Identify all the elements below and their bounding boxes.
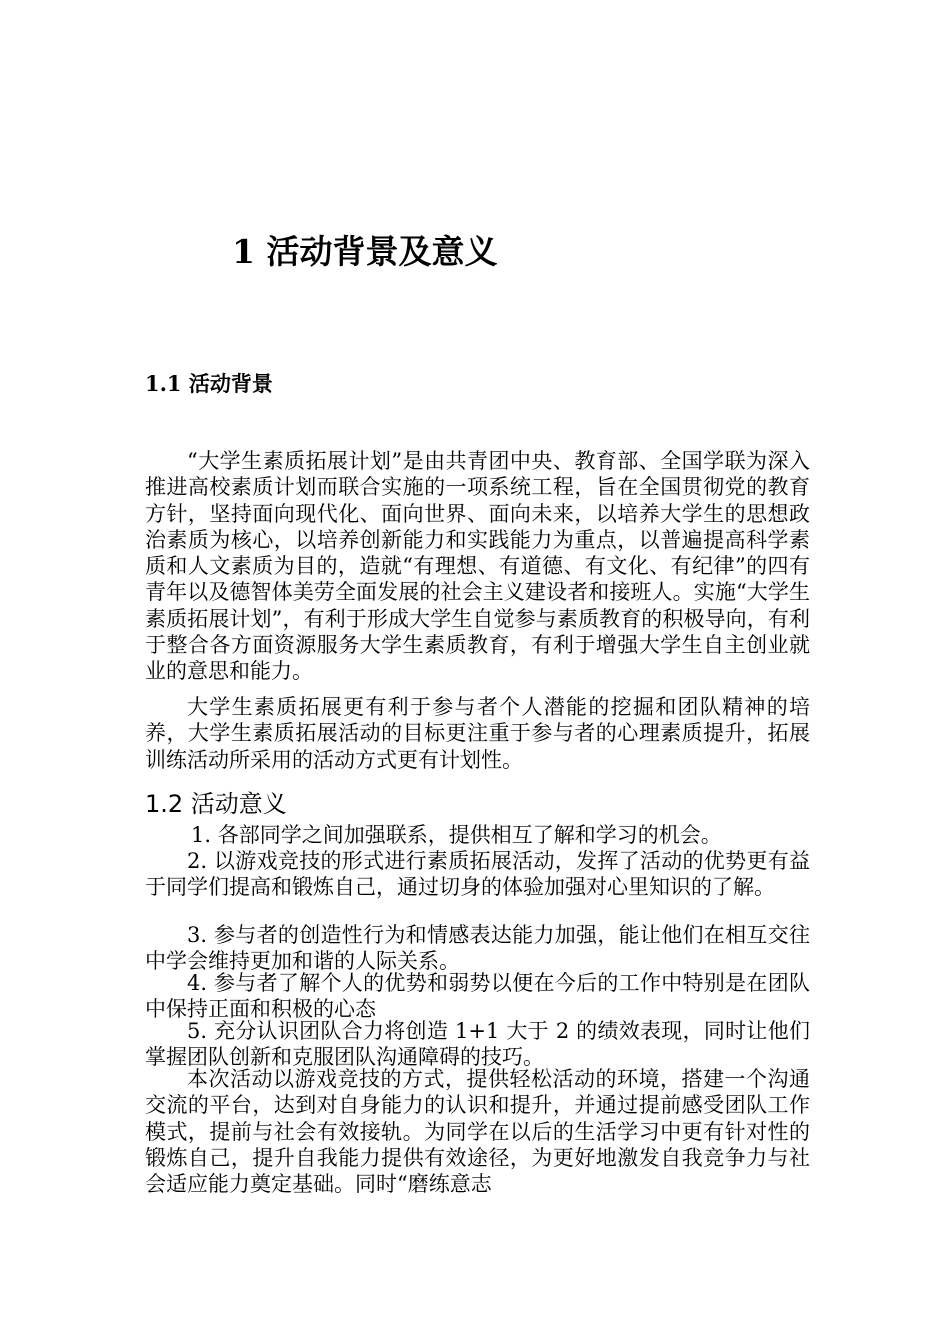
significance-item: 3. 参与者的创造性行为和情感表达能力加强，能让他们在相互交往中学会维持更加和谐的人际关系。 <box>145 923 810 974</box>
significance-item: 1. 各部同学之间加强联系，提供相互了解和学习的机会。 <box>191 823 722 847</box>
significance-item: 5. 充分认识团队合力将创造 1+1 大于 2 的绩效表现，同时让他们掌握团队创新和克服团队沟通障碍的技巧。 <box>145 1019 810 1070</box>
chapter-title: 1 活动背景及意义 <box>232 232 498 271</box>
background-paragraph: “大学生素质拓展计划”是由共青团中央、教育部、全国学联为深入推进高校素质计划而联合实施的一项系统工程，旨在全国贯彻党的教育方针，坚持面向现代化、面向世界、面向未来，以培养大学生的思想政治素质为核心，以培养创新能力和实践能力为重点，以普遍提高科学素质和人文素质为目的，造就“有理想、有道德、有文化、有纪律”的四有青年以及德智体美劳全面发展的社会主义建设者和接班人。实施“大学生素质拓展计划”，有利于形成大学生自觉参与素质教育的积极导向，有利于整合各方面资源服务大学生素质教育，有利于增强大学生自主创业就业的意思和能力。 <box>145 449 810 684</box>
section-heading-significance: 1.2 活动意义 <box>145 790 287 818</box>
significance-closing-paragraph: 本次活动以游戏竞技的方式，提供轻松活动的环境，搭建一个沟通交流的平台，达到对自身能力的认识和提升，并通过提前感受团队工作模式，提前与社会有效接轨。为同学在以后的生活学习中更有针对性的锻炼自己，提升自我能力提供有效途径，为更好地激发自我竞争力与社会适应能力奠定基础。同时“磨练意志 <box>145 1067 810 1197</box>
section-heading-background: 1.1 活动背景 <box>145 371 273 396</box>
background-paragraph: 大学生素质拓展更有利于参与者个人潜能的挖掘和团队精神的培养，大学生素质拓展活动的目标更注重于参与者的心理素质提升，拓展训练活动所采用的活动方式更有计划性。 <box>145 695 810 772</box>
significance-item: 2. 以游戏竞技的形式进行素质拓展活动，发挥了活动的优势更有益于同学们提高和锻炼自己，通过切身的体验加强对心里知识的了解。 <box>145 849 810 900</box>
significance-item: 4. 参与者了解个人的优势和弱势以便在今后的工作中特别是在团队中保持正面和积极的心态 <box>145 971 810 1022</box>
